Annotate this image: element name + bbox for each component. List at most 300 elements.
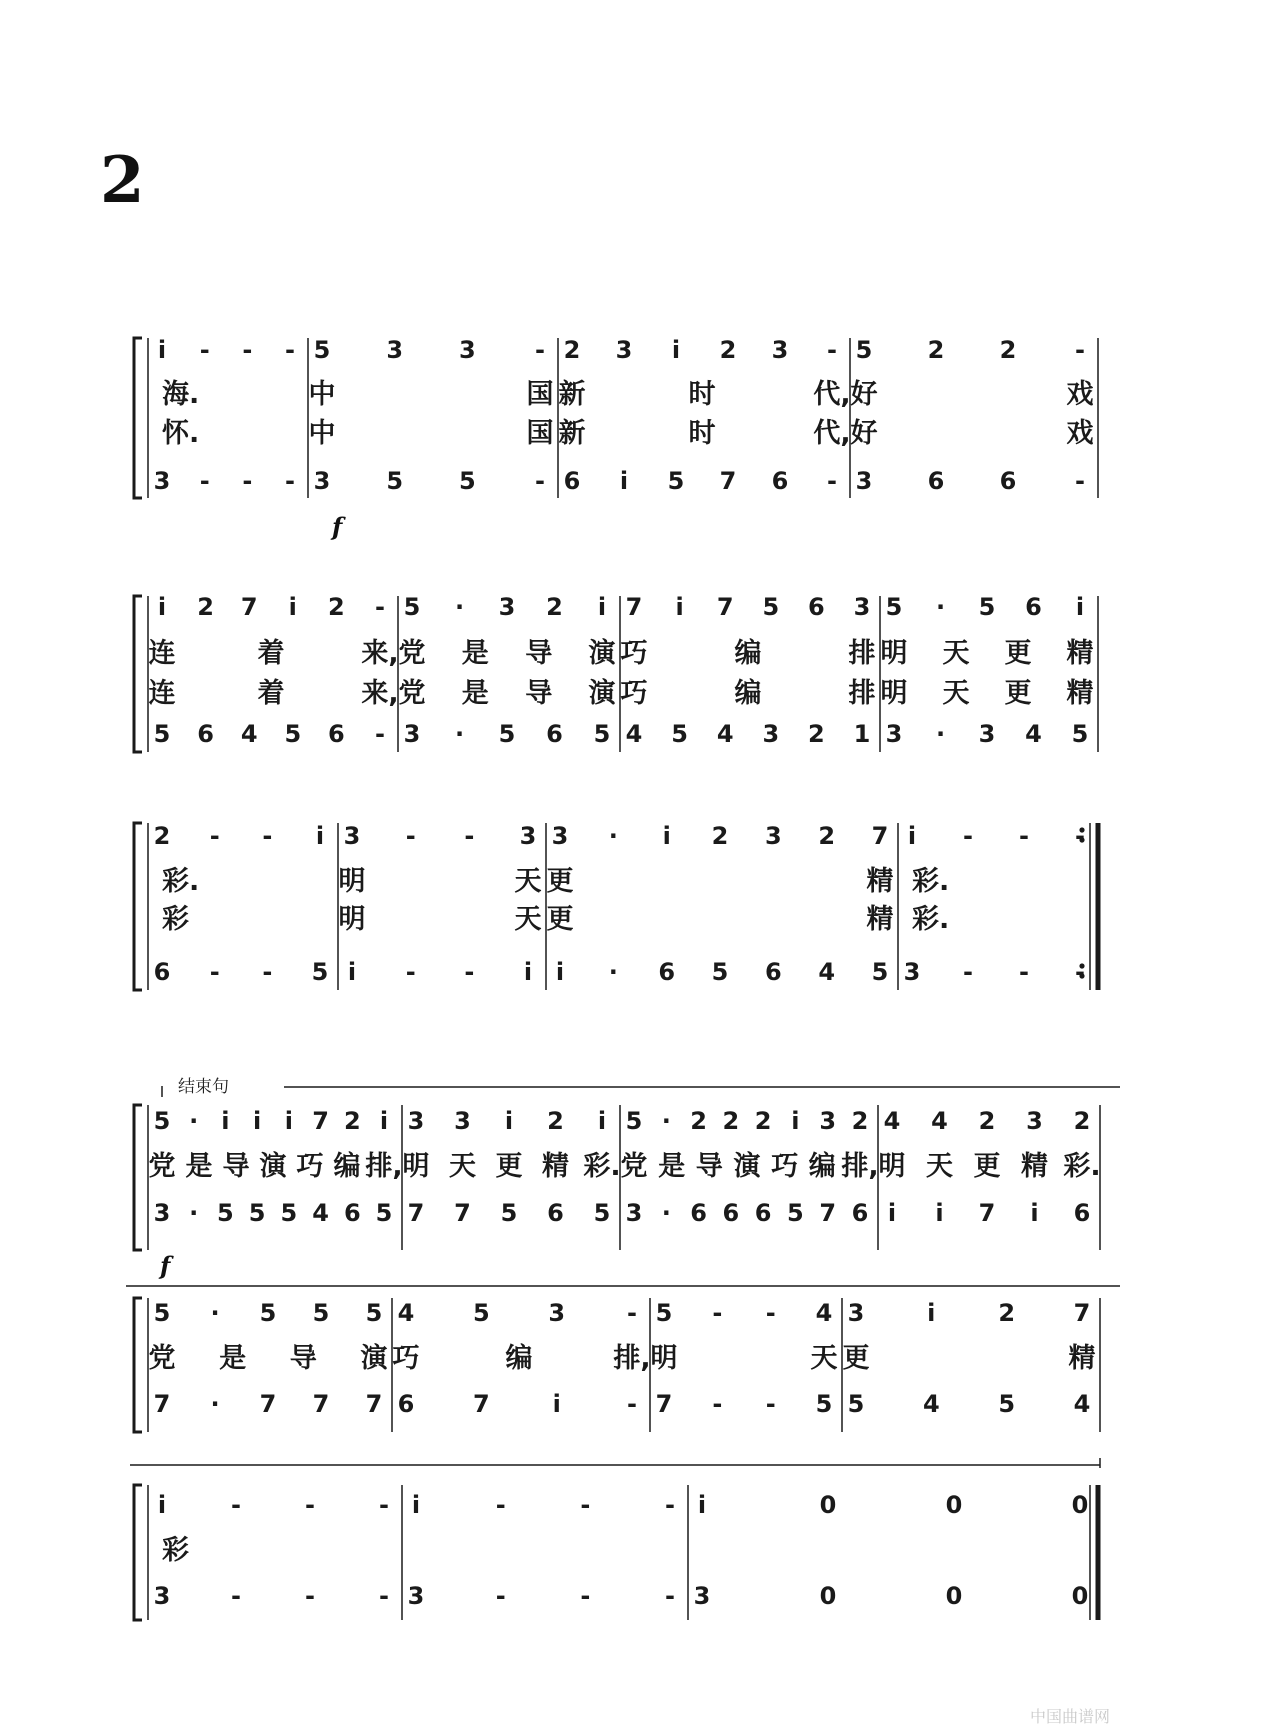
dynamic-marking-forte: f xyxy=(332,512,343,541)
lyric-syllable: 巧 xyxy=(620,678,648,709)
lower-voice-note: i xyxy=(552,1390,561,1418)
upper-voice-note: - xyxy=(1075,336,1085,364)
lyric-syllable: 党 xyxy=(620,1151,648,1182)
lyric-syllable: 天 xyxy=(514,866,542,897)
upper-voice-note: i xyxy=(675,593,684,621)
lyric-syllable: 党 xyxy=(148,1151,176,1182)
lower-voice-note: 3 xyxy=(885,720,903,748)
lyric-syllable: 党 xyxy=(398,638,426,669)
lyric-syllable: 排, xyxy=(841,1151,879,1182)
lower-voice-note: 3 xyxy=(153,1199,171,1227)
upper-voice-note: 5 xyxy=(472,1299,490,1327)
lyric-syllable: 编 xyxy=(808,1151,836,1182)
lower-voice-note: 3 xyxy=(693,1582,711,1610)
upper-voice-note: · xyxy=(454,593,465,621)
lower-voice-note: 3 xyxy=(313,467,331,495)
upper-voice-note: i xyxy=(157,1491,167,1519)
upper-voice-note: 3 xyxy=(853,593,871,621)
lower-voice-note: 6 xyxy=(197,720,214,748)
lyric-syllable: 着 xyxy=(257,638,285,669)
lyric-syllable: 党 xyxy=(398,678,426,709)
upper-voice-note: · xyxy=(935,593,946,621)
lower-voice-note: 3 xyxy=(625,1199,643,1227)
lyric-syllable: 彩 xyxy=(162,904,189,935)
system-bracket xyxy=(134,596,142,752)
upper-voice-note: 2 xyxy=(1073,1107,1091,1135)
lyric-syllable: 更 xyxy=(1004,638,1032,669)
lyric-syllable: 时 xyxy=(688,379,716,410)
lower-voice-note: 6 xyxy=(690,1199,707,1227)
lower-voice-note: · xyxy=(454,720,465,748)
lyric-syllable: 演 xyxy=(588,638,616,669)
upper-voice-note: · xyxy=(189,1107,199,1135)
upper-voice-note: i xyxy=(1075,593,1085,621)
upper-voice-note: - xyxy=(665,1491,675,1519)
lyric-syllable: 编 xyxy=(505,1343,533,1374)
lower-voice-note: 6 xyxy=(328,720,345,748)
lower-voice-note: 5 xyxy=(815,1390,833,1418)
upper-voice-note: - xyxy=(712,1299,723,1327)
watermark: 中国曲谱网 xyxy=(1030,1707,1111,1726)
lower-voice-note: 5 xyxy=(248,1199,266,1227)
upper-voice-note: i xyxy=(411,1491,421,1519)
lyric-syllable: 精 xyxy=(542,1151,569,1182)
lower-voice-note: 0 xyxy=(945,1582,963,1610)
lower-voice-note: 5 xyxy=(375,1199,393,1227)
upper-voice-note: 3 xyxy=(819,1107,837,1135)
upper-voice-note: i xyxy=(597,1107,607,1135)
lyric-syllable: 新 xyxy=(558,418,586,449)
lower-voice-note: 4 xyxy=(818,958,836,986)
upper-voice-note: 4 xyxy=(815,1299,833,1327)
upper-voice-note: i xyxy=(157,336,167,364)
upper-voice-note: 2 xyxy=(978,1107,996,1135)
upper-voice-note: i xyxy=(221,1107,230,1135)
lyric-syllable: 彩. xyxy=(912,904,950,935)
lyric-syllable: 明 xyxy=(338,904,366,935)
upper-voice-note: i xyxy=(284,1107,294,1135)
lower-voice-note: · xyxy=(210,1390,220,1418)
upper-voice-note: · xyxy=(210,1299,220,1327)
upper-voice-note: i xyxy=(157,593,167,621)
upper-voice-note: - xyxy=(262,822,273,850)
lyric-syllable: 代, xyxy=(813,379,851,410)
lower-voice-note: 4 xyxy=(1025,720,1042,748)
lyric-syllable: 演 xyxy=(733,1151,761,1182)
upper-voice-note: 7 xyxy=(312,1107,329,1135)
lower-voice-note: 6 xyxy=(153,958,171,986)
lyric-syllable: 天 xyxy=(514,904,542,935)
upper-voice-note: 2 xyxy=(328,593,345,621)
lower-voice-note: 4 xyxy=(240,720,258,748)
upper-voice-note: 0 xyxy=(945,1491,963,1519)
lyric-syllable: 明 xyxy=(338,866,366,897)
lyric-syllable: 天 xyxy=(449,1151,476,1182)
lower-voice-note: 5 xyxy=(847,1390,865,1418)
lower-voice-note: 5 xyxy=(667,467,685,495)
lower-voice-note: 5 xyxy=(386,467,404,495)
lyric-syllable: 新 xyxy=(558,379,586,410)
upper-voice-note: - xyxy=(375,593,385,621)
upper-voice-note: - xyxy=(242,336,253,364)
upper-voice-note: 3 xyxy=(454,1107,471,1135)
upper-voice-note: 4 xyxy=(883,1107,901,1135)
upper-voice-note: i xyxy=(379,1107,389,1135)
lyric-syllable: 精 xyxy=(1066,678,1094,709)
upper-voice-note: - xyxy=(580,1491,591,1519)
staff-system-4 xyxy=(134,1105,1101,1250)
upper-voice-note: 2 xyxy=(722,1107,740,1135)
upper-voice-note: 5 xyxy=(153,1107,171,1135)
dynamic-marking-forte-2: f xyxy=(160,1251,171,1280)
lower-voice-note: 0 xyxy=(819,1582,837,1610)
system-bracket xyxy=(134,823,142,990)
lower-voice-note: 0 xyxy=(1071,1582,1089,1610)
lower-voice-note: - xyxy=(535,467,545,495)
lower-voice-note: 4 xyxy=(312,1199,329,1227)
upper-voice-note: 2 xyxy=(754,1107,772,1135)
lower-voice-note: 7 xyxy=(407,1199,425,1227)
upper-voice-note: 6 xyxy=(808,593,825,621)
upper-voice-note: 2 xyxy=(818,822,836,850)
lower-voice-note: 7 xyxy=(153,1390,171,1418)
lower-voice-note: i xyxy=(887,1199,897,1227)
lower-voice-note: 7 xyxy=(472,1390,490,1418)
upper-voice-note: 2 xyxy=(197,593,214,621)
lower-voice-note: 5 xyxy=(593,720,611,748)
upper-voice-note: 2 xyxy=(999,336,1017,364)
lower-voice-note: - xyxy=(712,1390,723,1418)
lower-voice-note: 5 xyxy=(1071,720,1089,748)
lower-voice-note: 5 xyxy=(458,467,476,495)
lower-voice-note: 6 xyxy=(754,1199,772,1227)
lower-voice-note: 6 xyxy=(397,1390,415,1418)
lower-voice-note: 7 xyxy=(655,1390,673,1418)
lyric-syllable: 明 xyxy=(650,1343,678,1374)
lyric-syllable: 是 xyxy=(219,1343,247,1374)
lower-voice-note: i xyxy=(523,958,533,986)
lyric-syllable: 明 xyxy=(878,1151,906,1182)
lower-voice-note: - xyxy=(209,958,220,986)
lower-voice-note: - xyxy=(827,467,837,495)
lyric-syllable: 精 xyxy=(1021,1151,1048,1182)
upper-voice-note: - xyxy=(285,336,295,364)
upper-voice-note: 5 xyxy=(978,593,996,621)
lower-voice-note: - xyxy=(627,1390,637,1418)
lyric-syllable: 演 xyxy=(360,1343,388,1374)
staff-system-5 xyxy=(134,1298,1100,1432)
lower-voice-note: 2 xyxy=(808,720,825,748)
lower-voice-note: 6 xyxy=(771,467,789,495)
upper-voice-note: 2 xyxy=(547,1107,564,1135)
upper-voice-note: 2 xyxy=(719,336,737,364)
lower-voice-note: - xyxy=(665,1582,675,1610)
lower-voice-note: - xyxy=(199,467,210,495)
lower-voice-note: - xyxy=(305,1582,315,1610)
lyric-syllable: 编 xyxy=(734,638,762,669)
lyric-syllable: 排, xyxy=(613,1343,651,1374)
upper-voice-note: - xyxy=(464,822,475,850)
lyric-syllable: 怀. xyxy=(162,418,200,449)
upper-voice-note: 7 xyxy=(871,822,889,850)
lyric-syllable: 更 xyxy=(546,866,574,897)
upper-voice-note: 3 xyxy=(764,822,782,850)
staff-system-1 xyxy=(134,336,1098,498)
upper-voice-note: 3 xyxy=(519,822,537,850)
upper-voice-note: 5 xyxy=(625,1107,643,1135)
lyric-syllable: 连 xyxy=(148,678,176,709)
lower-voice-note: 5 xyxy=(593,1199,611,1227)
section-label-text: 结束句 xyxy=(178,1077,229,1097)
lower-voice-note: 5 xyxy=(217,1199,234,1227)
lyric-syllable: 是 xyxy=(461,638,489,669)
upper-voice-note: 5 xyxy=(312,1299,330,1327)
upper-voice-note: 7 xyxy=(625,593,643,621)
lower-voice-note: - xyxy=(765,1390,776,1418)
lower-voice-note: 3 xyxy=(153,1582,171,1610)
lyric-syllable: 排 xyxy=(848,678,876,709)
upper-voice-note: - xyxy=(231,1491,241,1519)
lower-voice-note: 3 xyxy=(855,467,873,495)
upper-voice-note: 5 xyxy=(259,1299,277,1327)
lyric-syllable: 好 xyxy=(850,418,878,449)
lyric-syllable: 导 xyxy=(525,638,553,669)
lyric-syllable: 编 xyxy=(333,1151,361,1182)
lyric-syllable: 编 xyxy=(734,678,762,709)
upper-voice-note: - xyxy=(379,1491,389,1519)
lower-voice-note: 6 xyxy=(722,1199,740,1227)
lower-voice-note: 7 xyxy=(365,1390,383,1418)
lower-voice-note: 6 xyxy=(546,720,563,748)
upper-voice-note: 3 xyxy=(386,336,404,364)
lyric-syllable: 导 xyxy=(695,1151,723,1182)
page-number: 2 xyxy=(100,143,145,218)
upper-voice-note: 3 xyxy=(771,336,789,364)
lower-voice-note: · xyxy=(661,1199,671,1227)
upper-voice-note: · xyxy=(661,1107,671,1135)
lower-voice-note: 3 xyxy=(403,720,421,748)
lyric-syllable: 好 xyxy=(850,379,878,410)
upper-voice-note: 5 xyxy=(655,1299,673,1327)
lyric-syllable: 彩. xyxy=(1063,1151,1101,1182)
lower-voice-note: 1 xyxy=(853,720,871,748)
lower-voice-note: 5 xyxy=(153,720,171,748)
lower-voice-note: i xyxy=(555,958,565,986)
upper-voice-note: i xyxy=(315,822,325,850)
lower-voice-note: i xyxy=(619,467,629,495)
lyric-syllable: 更 xyxy=(842,1343,870,1374)
upper-voice-note: i xyxy=(697,1491,707,1519)
upper-voice-note: i xyxy=(662,822,671,850)
lyric-syllable: 明 xyxy=(880,678,908,709)
lower-voice-note: 5 xyxy=(671,720,688,748)
lower-voice-note: 5 xyxy=(871,958,889,986)
upper-voice-note: i xyxy=(597,593,607,621)
lyric-syllable: 巧 xyxy=(620,638,648,669)
lower-voice-note: 5 xyxy=(311,958,329,986)
lyric-syllable: 天 xyxy=(810,1343,838,1374)
upper-voice-note: - xyxy=(305,1491,315,1519)
upper-voice-note: · xyxy=(608,822,618,850)
lower-voice-note: - xyxy=(405,958,416,986)
lyric-syllable: 天 xyxy=(926,1151,953,1182)
lyric-syllable: 更 xyxy=(495,1151,523,1182)
lyric-syllable: 更 xyxy=(973,1151,1001,1182)
lyric-syllable: 来, xyxy=(361,678,399,709)
staff-system-2 xyxy=(134,593,1098,752)
lower-voice-note: 6 xyxy=(927,467,945,495)
upper-voice-note: 6 xyxy=(1025,593,1042,621)
upper-voice-note: 7 xyxy=(716,593,734,621)
upper-voice-note: - xyxy=(827,336,837,364)
lower-voice-note: 3 xyxy=(153,467,171,495)
lyric-syllable: 巧 xyxy=(392,1343,420,1374)
upper-voice-note: i xyxy=(288,593,297,621)
lyric-syllable: 精 xyxy=(866,866,894,897)
lyric-syllable: 巧 xyxy=(771,1151,799,1182)
upper-voice-note: 5 xyxy=(885,593,903,621)
system-bracket xyxy=(134,1485,142,1620)
upper-voice-note: 7 xyxy=(240,593,258,621)
lower-voice-note: - xyxy=(1075,467,1085,495)
lyric-syllable: 天 xyxy=(942,638,970,669)
lyric-syllable: 是 xyxy=(658,1151,686,1182)
lower-voice-note: 7 xyxy=(819,1199,837,1227)
lower-voice-note: · xyxy=(935,720,946,748)
lyric-syllable: 党 xyxy=(148,1343,176,1374)
upper-voice-note: 3 xyxy=(551,822,569,850)
lyric-syllable: 演 xyxy=(588,678,616,709)
upper-voice-note: 5 xyxy=(153,1299,171,1327)
upper-voice-note: i xyxy=(907,822,917,850)
lyric-syllable: 彩 xyxy=(162,1535,189,1566)
upper-voice-note: - xyxy=(627,1299,637,1327)
lower-voice-note: 3 xyxy=(903,958,921,986)
lower-voice-note: 6 xyxy=(999,467,1017,495)
lower-voice-note: · xyxy=(608,958,618,986)
upper-voice-note: 3 xyxy=(548,1299,566,1327)
lower-voice-note: 5 xyxy=(284,720,302,748)
lower-voice-note: - xyxy=(379,1582,389,1610)
upper-voice-note: 3 xyxy=(343,822,361,850)
upper-voice-note: - xyxy=(1019,822,1029,850)
upper-voice-note: 5 xyxy=(313,336,331,364)
lower-voice-note: - xyxy=(285,467,295,495)
lyric-syllable: 时 xyxy=(688,418,716,449)
lyric-syllable: 代, xyxy=(813,418,851,449)
upper-voice-note: 5 xyxy=(855,336,873,364)
upper-voice-note: 3 xyxy=(847,1299,865,1327)
lower-voice-note: 3 xyxy=(762,720,780,748)
upper-voice-note: 2 xyxy=(343,1107,361,1135)
upper-voice-note: i xyxy=(504,1107,514,1135)
lower-voice-note: 6 xyxy=(658,958,676,986)
lower-voice-note: i xyxy=(935,1199,944,1227)
upper-voice-note: 2 xyxy=(563,336,581,364)
upper-voice-note: 2 xyxy=(153,822,171,850)
lower-voice-note: 5 xyxy=(498,720,516,748)
lyric-syllable: 中 xyxy=(308,418,336,449)
lower-voice-note: - xyxy=(262,958,273,986)
lyric-syllable: 戏 xyxy=(1066,418,1094,449)
lyric-syllable: 海. xyxy=(162,379,200,410)
lyric-syllable: 戏 xyxy=(1066,379,1094,410)
lower-voice-note: - xyxy=(464,958,475,986)
lyric-syllable: 精 xyxy=(1066,638,1094,669)
upper-voice-note: - xyxy=(963,822,973,850)
lower-voice-note: 4 xyxy=(625,720,643,748)
lower-voice-note: 6 xyxy=(563,467,581,495)
lyric-syllable: 导 xyxy=(222,1151,250,1182)
lower-voice-note: 7 xyxy=(259,1390,277,1418)
lower-voice-note: i xyxy=(347,958,357,986)
lower-voice-note: 4 xyxy=(716,720,734,748)
lower-voice-note: 5 xyxy=(500,1199,518,1227)
lower-voice-note: 6 xyxy=(851,1199,869,1227)
upper-voice-note: i xyxy=(252,1107,262,1135)
lower-voice-note: · xyxy=(189,1199,199,1227)
upper-voice-note: 5 xyxy=(762,593,780,621)
lyric-syllable: 巧 xyxy=(296,1151,324,1182)
lower-voice-note: 6 xyxy=(547,1199,564,1227)
lower-voice-note: 5 xyxy=(280,1199,298,1227)
upper-voice-note: - xyxy=(209,822,220,850)
lyric-syllable: 演 xyxy=(259,1151,287,1182)
lyric-syllable: 彩. xyxy=(162,866,200,897)
lyric-syllable: 更 xyxy=(1004,678,1032,709)
lower-voice-note: - xyxy=(963,958,973,986)
upper-voice-note: 3 xyxy=(458,336,476,364)
upper-voice-note: 2 xyxy=(690,1107,707,1135)
upper-voice-note: i xyxy=(791,1107,800,1135)
lyric-syllable: 精 xyxy=(1068,1343,1096,1374)
lyric-syllable: 彩. xyxy=(583,1151,621,1182)
section-label xyxy=(162,1077,1120,1097)
lyric-syllable: 排, xyxy=(365,1151,403,1182)
system-bracket xyxy=(134,1298,142,1432)
upper-voice-note: 2 xyxy=(546,593,563,621)
lower-voice-note: 7 xyxy=(312,1390,330,1418)
lyric-syllable: 明 xyxy=(402,1151,430,1182)
lower-voice-note: - xyxy=(242,467,253,495)
lower-voice-note: - xyxy=(231,1582,241,1610)
lower-voice-note: 5 xyxy=(711,958,729,986)
lower-voice-note: - xyxy=(1019,958,1029,986)
lyric-syllable: 国 xyxy=(526,379,554,410)
lower-voice-note: 6 xyxy=(1073,1199,1091,1227)
staff-system-3 xyxy=(134,822,1098,990)
upper-voice-note: 0 xyxy=(819,1491,837,1519)
lyric-syllable: 精 xyxy=(866,904,894,935)
lower-voice-note: - xyxy=(495,1582,506,1610)
upper-voice-note: - xyxy=(199,336,210,364)
lower-voice-note: 4 xyxy=(1073,1390,1091,1418)
upper-voice-note: 5 xyxy=(365,1299,383,1327)
lyric-syllable: 天 xyxy=(942,678,970,709)
lyric-syllable: 着 xyxy=(257,678,285,709)
lyric-syllable: 彩. xyxy=(912,866,950,897)
lower-voice-note: i xyxy=(1030,1199,1039,1227)
lyric-syllable: 更 xyxy=(546,904,574,935)
system-bracket xyxy=(134,338,142,498)
lower-voice-note: 3 xyxy=(407,1582,425,1610)
lyric-syllable: 排 xyxy=(848,638,876,669)
lyric-syllable: 连 xyxy=(148,638,176,669)
upper-voice-note: 2 xyxy=(927,336,945,364)
upper-voice-note: i xyxy=(927,1299,936,1327)
lyric-syllable: 是 xyxy=(185,1151,213,1182)
lower-voice-note: 6 xyxy=(764,958,782,986)
